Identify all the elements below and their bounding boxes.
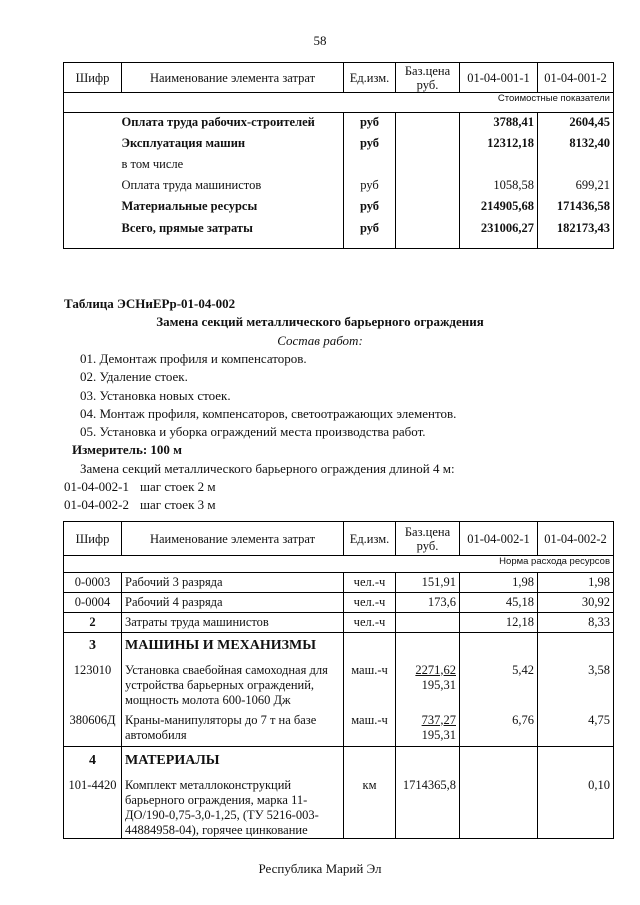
row-name-line: Установка сваебойная самоходная для bbox=[125, 662, 328, 677]
row-value-1: 12312,18 bbox=[460, 133, 538, 154]
row-value-1: 231006,27 bbox=[460, 217, 538, 249]
row-name-line: барьерного ограждения, марка 11- bbox=[125, 792, 308, 807]
header-variant-1: 01-04-001-1 bbox=[460, 63, 538, 93]
row-value-1: 1058,58 bbox=[460, 175, 538, 196]
row-name: Оплата труда машинистов bbox=[122, 175, 344, 196]
price-denominator: 195,31 bbox=[421, 727, 456, 742]
variant-description: шаг стоек 3 м bbox=[140, 497, 216, 512]
row-name: МАШИНЫ И МЕХАНИЗМЫ bbox=[122, 633, 344, 659]
row-unit: км bbox=[344, 775, 396, 839]
row-unit: чел.-ч bbox=[344, 573, 396, 593]
row-value-2: 8132,40 bbox=[538, 133, 614, 154]
row-name bbox=[122, 659, 344, 709]
meter-description: Замена секций металлического барьерного ограждения длиной 4 м: bbox=[80, 461, 455, 476]
variant-code: 01-04-002-1 bbox=[64, 479, 129, 494]
row-value-2: 8,33 bbox=[538, 613, 614, 633]
row-unit: руб bbox=[344, 133, 396, 154]
row-name: Рабочий 3 разряда bbox=[122, 573, 344, 593]
row-unit: маш.-ч bbox=[344, 709, 396, 747]
header-price: Баз.цена руб. bbox=[396, 522, 460, 556]
footer: Республика Марий Эл bbox=[258, 861, 382, 876]
section-label: Стоимостные показатели bbox=[64, 93, 614, 113]
row-unit: чел.-ч bbox=[344, 593, 396, 613]
table-row bbox=[64, 659, 614, 709]
row-code: 3 bbox=[64, 633, 122, 659]
work-item: 04. Монтаж профиля, компенсаторов, светоотражающих элементов. bbox=[80, 406, 457, 421]
meter: Измеритель: 100 м bbox=[72, 442, 183, 457]
resource-norms-table bbox=[63, 521, 614, 839]
row-unit: маш.-ч bbox=[344, 659, 396, 709]
row-unit: руб bbox=[344, 217, 396, 249]
row-value-2: 1,98 bbox=[538, 573, 614, 593]
work-item: 05. Установка и уборка ограждений места производства работ. bbox=[80, 424, 426, 439]
header-name: Наименование элемента затрат bbox=[122, 63, 344, 93]
row-price: 151,91 bbox=[396, 573, 460, 593]
table-header-row bbox=[64, 63, 614, 93]
work-item: 03. Установка новых стоек. bbox=[80, 388, 231, 403]
header-unit: Ед.изм. bbox=[344, 63, 396, 93]
row-code: 380606Д bbox=[64, 709, 122, 747]
table-row bbox=[64, 175, 614, 196]
row-value-2: 30,92 bbox=[538, 593, 614, 613]
row-value-2: 2604,45 bbox=[538, 113, 614, 133]
row-value-2: 171436,58 bbox=[538, 196, 614, 217]
row-name: Затраты труда машинистов bbox=[122, 613, 344, 633]
table-title: Таблица ЭСНиЕРр-01-04-002 bbox=[64, 296, 236, 311]
row-unit: руб bbox=[344, 196, 396, 217]
row-name-line: устройства барьерных ограждений, bbox=[125, 677, 315, 692]
row-unit: руб bbox=[344, 113, 396, 133]
cost-indicators-table bbox=[63, 62, 614, 249]
table-row bbox=[64, 633, 614, 659]
price-numerator: 737,27 bbox=[421, 712, 456, 727]
row-value-1: 1,98 bbox=[460, 573, 538, 593]
row-value-1: 214905,68 bbox=[460, 196, 538, 217]
price-numerator: 2271,62 bbox=[415, 662, 456, 677]
row-value-1: 6,76 bbox=[460, 709, 538, 747]
section-label: Норма расхода ресурсов bbox=[64, 556, 614, 573]
row-name: Эксплуатация машин bbox=[122, 133, 344, 154]
section-row bbox=[64, 556, 614, 573]
row-name bbox=[122, 775, 344, 839]
row-value-1: 12,18 bbox=[460, 613, 538, 633]
row-name-line: Комплект металлоконструкций bbox=[125, 777, 292, 792]
header-price: Баз.цена руб. bbox=[396, 63, 460, 93]
row-value-1: 45,18 bbox=[460, 593, 538, 613]
table-row bbox=[64, 747, 614, 775]
header-variant-2: 01-04-001-2 bbox=[538, 63, 614, 93]
row-name-line: ДО/190-0,75-3,0-1,25, (ТУ 5216-003- bbox=[125, 807, 319, 822]
table-row bbox=[64, 593, 614, 613]
row-value-2: 182173,43 bbox=[538, 217, 614, 249]
row-value-2: 3,58 bbox=[538, 659, 614, 709]
section-row bbox=[64, 93, 614, 113]
composition-title: Состав работ: bbox=[277, 333, 363, 348]
row-value-2: 4,75 bbox=[538, 709, 614, 747]
row-name-line: Краны-манипуляторы до 7 т на базе bbox=[125, 712, 317, 727]
row-code: 123010 bbox=[64, 659, 122, 709]
table-row bbox=[64, 573, 614, 593]
header-variant-1: 01-04-002-1 bbox=[460, 522, 538, 556]
row-name: в том числе bbox=[122, 154, 344, 175]
table-row bbox=[64, 217, 614, 249]
row-price bbox=[396, 709, 460, 747]
header-unit: Ед.изм. bbox=[344, 522, 396, 556]
row-name-line: 44884958-04), горячее цинкование bbox=[125, 822, 308, 837]
header-code: Шифр bbox=[64, 63, 122, 93]
table-row bbox=[64, 196, 614, 217]
row-code: 2 bbox=[64, 613, 122, 633]
variant-code: 01-04-002-2 bbox=[64, 497, 129, 512]
row-code: 0-0004 bbox=[64, 593, 122, 613]
row-unit: чел.-ч bbox=[344, 613, 396, 633]
row-name-line: мощность молота 600-1060 Дж bbox=[125, 692, 291, 707]
row-name-line: автомобиля bbox=[125, 727, 187, 742]
table-row bbox=[64, 709, 614, 747]
header-variant-2: 01-04-002-2 bbox=[538, 522, 614, 556]
table-row bbox=[64, 154, 614, 175]
page-number: 58 bbox=[313, 33, 327, 48]
header-code: Шифр bbox=[64, 522, 122, 556]
row-name: Всего, прямые затраты bbox=[122, 217, 344, 249]
row-code: 4 bbox=[64, 747, 122, 775]
row-code: 101-4420 bbox=[64, 775, 122, 839]
header-name: Наименование элемента затрат bbox=[122, 522, 344, 556]
work-item: 01. Демонтаж профиля и компенсаторов. bbox=[80, 351, 307, 366]
row-name: МАТЕРИАЛЫ bbox=[122, 747, 344, 775]
row-name bbox=[122, 709, 344, 747]
table-row bbox=[64, 133, 614, 154]
row-price: 1714365,8 bbox=[396, 775, 460, 839]
table-row bbox=[64, 613, 614, 633]
price-denominator: 195,31 bbox=[421, 677, 456, 692]
table-row bbox=[64, 775, 614, 839]
table-header-row bbox=[64, 522, 614, 556]
row-price bbox=[396, 659, 460, 709]
row-value-1 bbox=[460, 775, 538, 839]
row-value-2: 699,21 bbox=[538, 175, 614, 196]
row-name: Материальные ресурсы bbox=[122, 196, 344, 217]
variant-description: шаг стоек 2 м bbox=[140, 479, 216, 494]
row-code: 0-0003 bbox=[64, 573, 122, 593]
row-value-1: 5,42 bbox=[460, 659, 538, 709]
row-value-2: 0,10 bbox=[538, 775, 614, 839]
row-name: Оплата труда рабочих-строителей bbox=[122, 113, 344, 133]
table-subtitle: Замена секций металлического барьерного ограждения bbox=[156, 314, 484, 329]
row-unit: руб bbox=[344, 175, 396, 196]
row-name: Рабочий 4 разряда bbox=[122, 593, 344, 613]
work-item: 02. Удаление стоек. bbox=[80, 369, 188, 384]
table-row bbox=[64, 113, 614, 133]
row-price: 173,6 bbox=[396, 593, 460, 613]
row-value-1: 3788,41 bbox=[460, 113, 538, 133]
